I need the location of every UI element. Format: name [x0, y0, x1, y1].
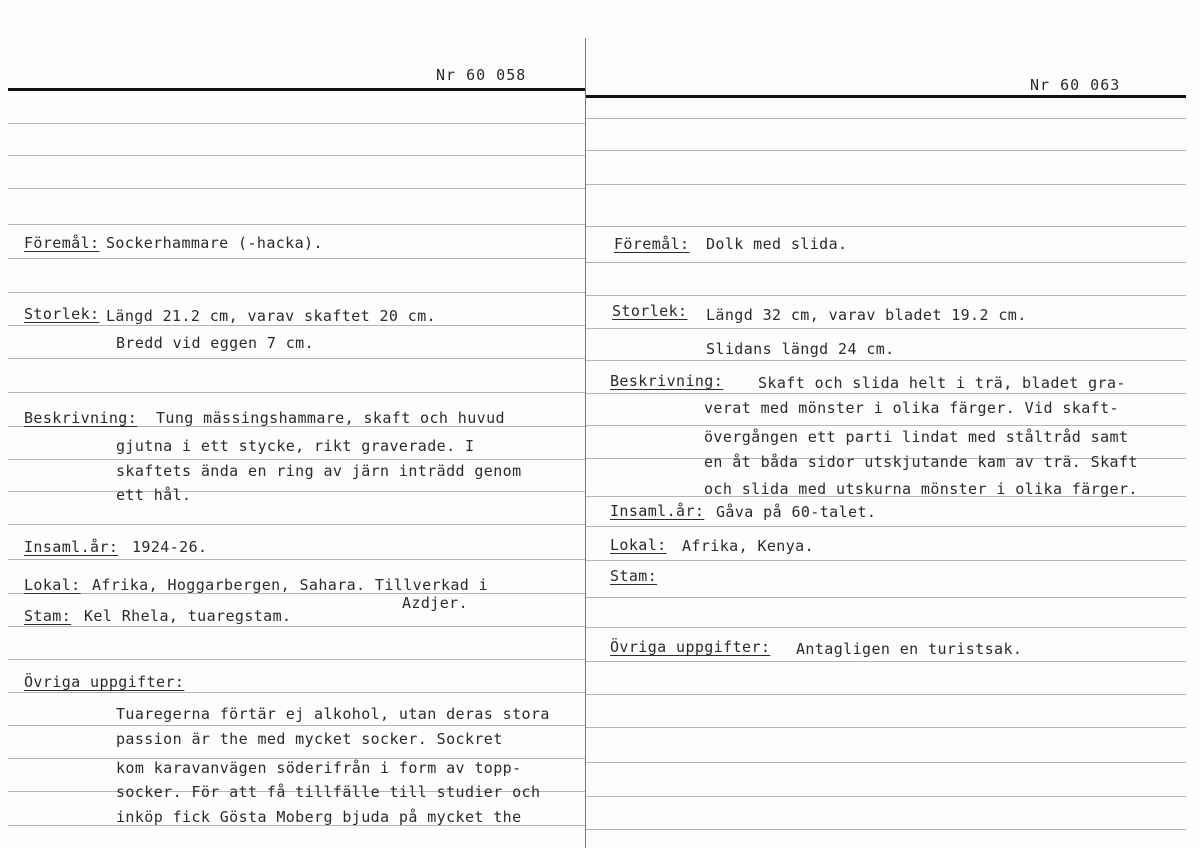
ruled-line: [586, 762, 1186, 763]
ruled-line: [8, 292, 586, 293]
beskrivning-line-1: Tung mässingshammare, skaft och huvud: [156, 409, 505, 427]
beskrivning-line-2: verat med mönster i olika färger. Vid skaft-: [704, 399, 1119, 417]
ruled-line: [8, 659, 586, 660]
ruled-line: [586, 829, 1186, 830]
ruled-line: [8, 188, 586, 189]
insaml-label: Insaml.år:: [610, 502, 705, 520]
storlek-label: Storlek:: [24, 305, 100, 323]
beskrivning-line-2: gjutna i ett stycke, rikt graverade. I: [116, 437, 475, 455]
ruled-line: [586, 796, 1186, 797]
stam-label: Stam:: [610, 567, 658, 585]
storlek-line-2: Slidans längd 24 cm.: [706, 340, 895, 358]
beskrivning-line-5: och slida med utskurna mönster i olika färger.: [704, 480, 1138, 498]
header-rule: [8, 88, 586, 91]
stam-label: Stam:: [24, 607, 72, 625]
beskrivning-line-1: Skaft och slida helt i trä, bladet gra-: [758, 374, 1126, 392]
beskrivning-label: Beskrivning:: [610, 372, 724, 390]
ruled-line: [8, 459, 586, 460]
ruled-line: [586, 226, 1186, 227]
ruled-line: [8, 392, 586, 393]
insaml-label: Insaml.år:: [24, 538, 119, 556]
ruled-line: [586, 393, 1186, 394]
lokal-continuation: Azdjer.: [402, 594, 469, 612]
storlek-label: Storlek:: [612, 302, 688, 320]
ruled-line: [8, 692, 586, 693]
foremal-label: Föremål:: [614, 235, 690, 253]
ruled-line: [586, 425, 1186, 426]
beskrivning-line-4: ett hål.: [116, 486, 192, 504]
foremal-value: Dolk med slida.: [706, 235, 848, 253]
card-number: Nr 60 058: [436, 66, 527, 84]
ovriga-line-5: inköp fick Gösta Moberg bjuda på mycket the: [116, 808, 522, 826]
card-number: Nr 60 063: [1030, 76, 1121, 94]
storlek-line-1: Längd 21.2 cm, varav skaftet 20 cm.: [106, 307, 437, 325]
ruled-line: [8, 626, 586, 627]
ovriga-line-2: passion är the med mycket socker. Sockret: [116, 730, 503, 748]
ruled-line: [8, 559, 586, 560]
lokal-label: Lokal:: [24, 576, 81, 594]
lokal-value: Afrika, Kenya.: [682, 537, 815, 555]
header-rule: [586, 95, 1186, 98]
foremal-label: Föremål:: [24, 234, 100, 252]
ovriga-line-3: kom karavanvägen söderifrån i form av topp-: [116, 759, 522, 777]
ruled-line: [8, 325, 586, 326]
ruled-line: [586, 526, 1186, 527]
stam-value: Kel Rhela, tuaregstam.: [84, 607, 292, 625]
foremal-value: Sockerhammare (-hacka).: [106, 234, 323, 252]
insaml-value: 1924-26.: [132, 538, 208, 556]
ruled-line: [8, 491, 586, 492]
lokal-label: Lokal:: [610, 536, 667, 554]
ruled-line: [586, 627, 1186, 628]
ovriga-line-4: socker. För att få tillfälle till studier och: [116, 783, 541, 801]
lokal-value: Afrika, Hoggarbergen, Sahara. Tillverkad i: [92, 576, 489, 594]
storlek-line-1: Längd 32 cm, varav bladet 19.2 cm.: [706, 306, 1027, 324]
ruled-line: [586, 597, 1186, 598]
insaml-value: Gåva på 60-talet.: [716, 503, 877, 521]
ruled-line: [8, 258, 586, 259]
ruled-line: [8, 224, 586, 225]
ruled-line: [8, 725, 586, 726]
ruled-line: [586, 328, 1186, 329]
ruled-line: [586, 560, 1186, 561]
ovriga-label: Övriga uppgifter:: [24, 673, 185, 691]
ovriga-line-1: Tuaregerna förtär ej alkohol, utan deras stora: [116, 705, 550, 723]
ruled-line: [8, 358, 586, 359]
ovriga-value: Antagligen en turistsak.: [796, 640, 1023, 658]
ruled-line: [586, 262, 1186, 263]
beskrivning-label: Beskrivning:: [24, 409, 138, 427]
ruled-line: [586, 661, 1186, 662]
beskrivning-line-3: övergången ett parti lindat med ståltråd samt: [704, 428, 1129, 446]
ruled-line: [586, 360, 1186, 361]
ovriga-label: Övriga uppgifter:: [610, 638, 771, 656]
ruled-line: [586, 150, 1186, 151]
ruled-line: [586, 694, 1186, 695]
ruled-line: [8, 524, 586, 525]
ruled-line: [586, 184, 1186, 185]
storlek-line-2: Bredd vid eggen 7 cm.: [116, 334, 315, 352]
ruled-line: [586, 295, 1186, 296]
ruled-line: [586, 727, 1186, 728]
catalog-card-right: [586, 0, 1200, 848]
beskrivning-line-3: skaftets ända en ring av järn inträdd genom: [116, 462, 522, 480]
ruled-line: [586, 118, 1186, 119]
ruled-line: [8, 155, 586, 156]
beskrivning-line-4: en åt båda sidor utskjutande kam av trä. Skaft: [704, 453, 1138, 471]
catalog-card-left: [0, 0, 586, 848]
ruled-line: [8, 123, 586, 124]
